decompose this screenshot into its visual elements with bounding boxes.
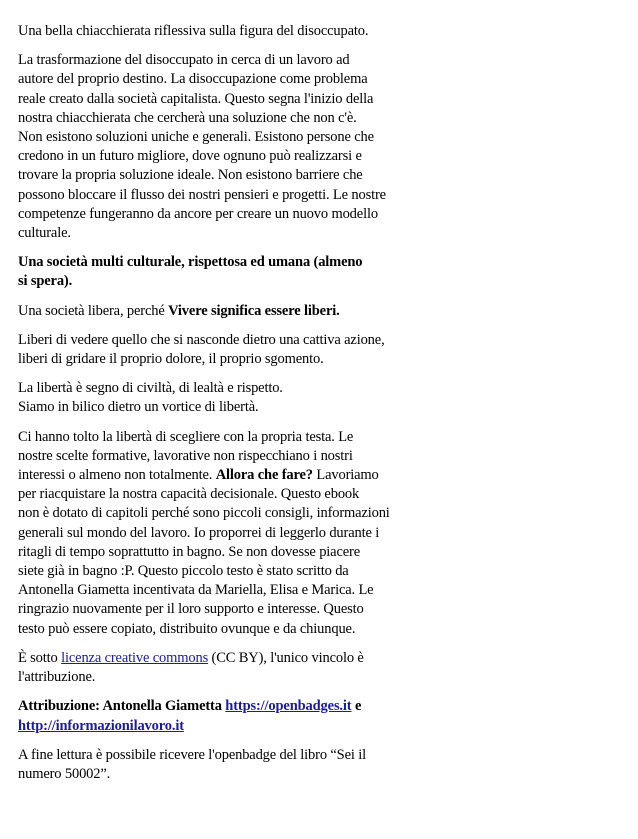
text-fragment: È sotto bbox=[18, 649, 62, 666]
text-line: autore del proprio destino. La disoccupazione come problema bbox=[18, 71, 368, 88]
text-line bbox=[18, 717, 398, 736]
text-line: non è dotato di capitoli perché sono piccoli consigli, informazioni bbox=[18, 505, 390, 522]
text-line bbox=[18, 302, 398, 321]
text-line: Liberi di vedere quello che si nasconde dietro una cattiva azione, bbox=[18, 331, 385, 348]
heading-line: Una società multi culturale, rispettosa ed umana (almeno bbox=[18, 254, 363, 271]
text-line: possono bloccare il flusso dei nostri pensieri e progetti. Le nostre bbox=[18, 186, 386, 203]
text-line: l'attribuzione. bbox=[18, 669, 96, 686]
text-line: reale creato dalla società capitalista. Questo segna l'inizio della bbox=[18, 90, 374, 107]
text-line: culturale. bbox=[18, 225, 71, 242]
text-line: testo può essere copiato, distribuito ovunque e da chiunque. bbox=[18, 620, 356, 637]
text-fragment: Lavoriamo bbox=[312, 467, 379, 484]
text-line: ringrazio nuovamente per il loro supporto e interesse. Questo bbox=[18, 601, 364, 618]
paragraph-attribution bbox=[18, 697, 398, 735]
text-line: competenze fungeranno da ancore per creare un nuovo modello bbox=[18, 205, 378, 222]
paragraph-ebook-purpose bbox=[18, 428, 398, 639]
text-fragment: interessi o almeno non totalmente. bbox=[18, 467, 216, 484]
text-line: siete già in bagno :P. Questo piccolo testo è stato scritto da bbox=[18, 563, 349, 580]
heading-line: si spera). bbox=[18, 273, 73, 290]
text-line bbox=[18, 649, 398, 668]
paragraph-transformation bbox=[18, 51, 398, 243]
text-line: La libertà è segno di civiltà, di lealtà e rispetto. bbox=[18, 380, 283, 397]
text-line: credono in un futuro migliore, dove ognuno può realizzarsi e bbox=[18, 148, 362, 165]
text-line: Siamo in bilico dietro un vortice di libertà. bbox=[18, 399, 259, 416]
text-line: per riacquistare la nostra capacità decisionale. Questo ebook bbox=[18, 486, 360, 503]
text-line: Ci hanno tolto la libertà di scegliere con la propria testa. Le bbox=[18, 428, 354, 445]
informazionilavoro-link[interactable]: http://informazionilavoro.it bbox=[18, 717, 184, 734]
text-line bbox=[18, 697, 398, 716]
paragraph-freedom bbox=[18, 379, 398, 417]
text-line: A fine lettura è possibile ricevere l'openbadge del libro “Sei il bbox=[18, 746, 366, 763]
text-fragment: e bbox=[351, 698, 362, 715]
text-line: ritagli di tempo soprattutto in bagno. Se non dovesse piacere bbox=[18, 543, 360, 560]
text-line: nostre scelte formative, lavorative non rispecchiano i nostri bbox=[18, 447, 353, 464]
text-line: Antonella Giametta incentivata da Mariella, Elisa e Marica. Le bbox=[18, 582, 374, 599]
text-fragment: (CC BY), l'unico vincolo è bbox=[208, 649, 364, 666]
text-line: nostra chiacchierata che cercherà una soluzione che non c'è. bbox=[18, 109, 357, 126]
text-line: liberi di gridare il proprio dolore, il proprio sgomento. bbox=[18, 351, 324, 368]
text-fragment: Una società libera, perché bbox=[18, 302, 169, 319]
paragraph-free-society bbox=[18, 302, 398, 321]
intro-paragraph bbox=[18, 22, 398, 41]
text-line: numero 50002”. bbox=[18, 765, 111, 782]
attribution-label: Attribuzione: Antonella Giametta bbox=[18, 698, 226, 715]
intro-line: Una bella chiacchierata riflessiva sulla figura del disoccupato. bbox=[18, 23, 369, 39]
text-line: generali sul mondo del lavoro. Io proporrei di leggerlo durante i bbox=[18, 524, 380, 541]
text-line: Non esistono soluzioni uniche e generali. Esistono persone che bbox=[18, 129, 374, 146]
text-column bbox=[18, 22, 398, 784]
text-line: La trasformazione del disoccupato in cerca di un lavoro ad bbox=[18, 52, 350, 69]
paragraph-closing bbox=[18, 746, 398, 784]
emphasis-text: Vivere significa essere liberi. bbox=[168, 302, 340, 319]
text-line bbox=[18, 466, 398, 485]
paragraph-license bbox=[18, 649, 398, 687]
emphasis-text: Allora che fare? bbox=[215, 467, 313, 484]
text-line: trovare la propria soluzione ideale. Non esistono barriere che bbox=[18, 167, 363, 184]
section-heading bbox=[18, 253, 398, 291]
openbadges-link[interactable]: https://openbadges.it bbox=[225, 698, 352, 715]
paragraph-free-to-see bbox=[18, 331, 398, 369]
license-link[interactable]: licenza creative commons bbox=[61, 649, 209, 666]
